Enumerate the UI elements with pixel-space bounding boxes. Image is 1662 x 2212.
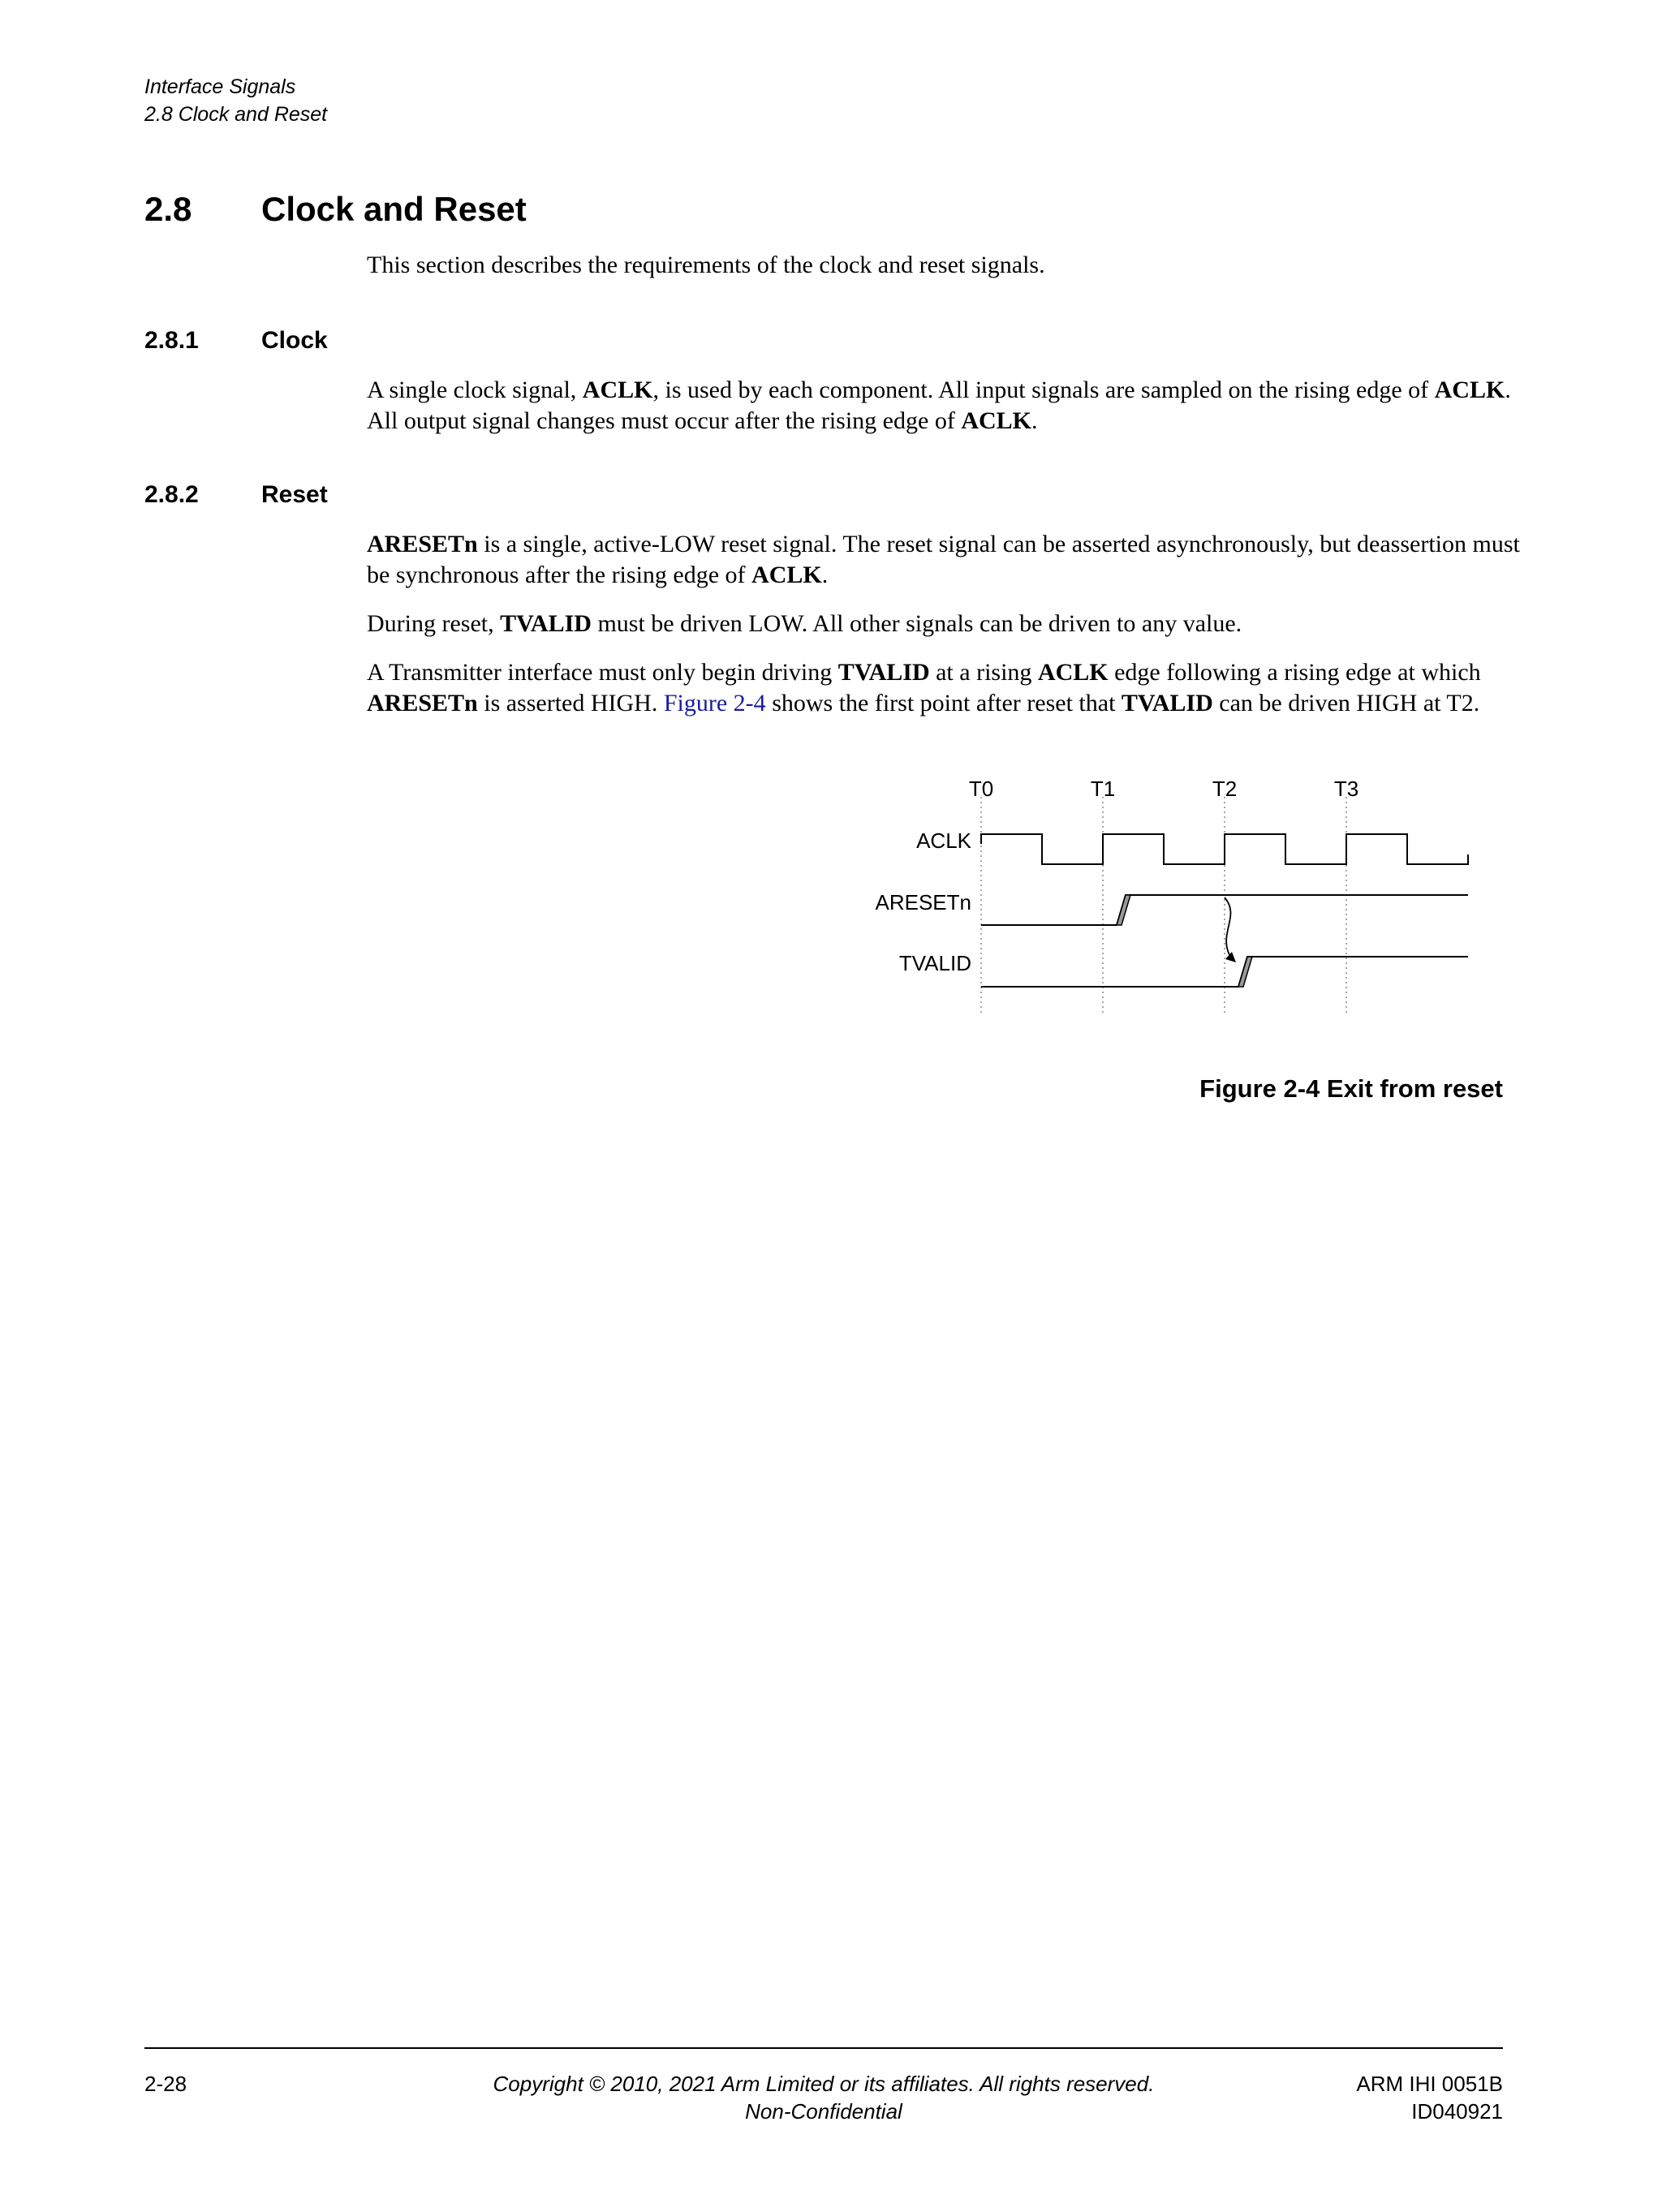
reset-paragraph-3: A Transmitter interface must only begin driving TVALID at a rising ACLK edge following a rising edge at which ARESETn is asserted HIGH. Figure 2-4 shows the first point after reset that TVALID can be driven HIGH at T2. [367,659,1481,717]
time-label-t3: T3 [1333,779,1359,801]
section-intro: This section describes the requirements of the clock and reset signals. [367,252,1045,278]
signal-tvalid: TVALID [500,610,592,637]
signal-aclk: ACLK [582,377,653,403]
clock-paragraph: A single clock signal, ACLK, is used by each component. All input signals are sampled on the rising edge of ACLK. All output signal changes must occur after the rising edge of ACLK. [367,377,1511,434]
arrow-head [1225,952,1236,962]
signal-aclk: ACLK [1037,659,1109,686]
subsection-clock-title: Clock [261,327,328,354]
subsection-reset-title: Reset [261,481,328,508]
reset-paragraph-2: During reset, TVALID must be driven LOW. All other signals can be driven to any value. [367,610,1242,637]
signal-aclk: ACLK [751,562,822,588]
footer-rule [144,2047,1503,2049]
document-id: ARM IHI 0051B [1356,2072,1503,2096]
running-header [144,73,327,128]
signal-label-aresetn: ARESETn [875,890,971,914]
signal-aresetn: ARESETn [367,531,478,557]
figure-caption: Figure 2-4 Exit from reset [1199,1074,1503,1103]
section-number: 2.8 [144,190,192,228]
subsection-clock-number: 2.8.1 [144,327,199,354]
section-title: Clock and Reset [261,190,527,228]
signal-aclk: ACLK [961,407,1031,434]
signal-tvalid: TVALID [837,659,930,686]
running-header-section: 2.8 Clock and Reset [144,103,328,126]
copyright-notice: Copyright © 2010, 2021 Arm Limited or its affiliates. All rights reserved. [493,2072,1155,2096]
signal-tvalid: TVALID [1121,690,1213,717]
timing-diagram [860,779,1493,1022]
time-label-t0: T0 [968,779,994,801]
page-number: 2-28 [144,2072,187,2096]
signal-label-tvalid: TVALID [898,951,971,975]
causality-arrow [1225,897,1232,959]
reset-paragraph-1: ARESETn is a single, active-LOW reset signal. The reset signal can be asserted asynchronously, but deassertion must be synchronous after the rising edge of ACLK. [367,531,1520,588]
signal-label-aclk: ACLK [916,828,971,853]
signal-aclk: ACLK [1434,377,1505,403]
subsection-reset-number: 2.8.2 [144,481,199,508]
time-label-t1: T1 [1090,779,1116,801]
aclk-waveform [981,834,1468,864]
figure-2-4-link[interactable]: Figure 2-4 [663,690,766,717]
footer-doc-info [1356,2070,1503,2125]
time-label-t2: T2 [1212,779,1238,801]
footer-copyright-block [406,2070,1242,2125]
signal-aresetn: ARESETn [367,690,478,717]
document-issue: ID040921 [1411,2099,1503,2124]
running-header-chapter: Interface Signals [144,75,296,98]
confidentiality-label: Non-Confidential [745,2099,902,2124]
